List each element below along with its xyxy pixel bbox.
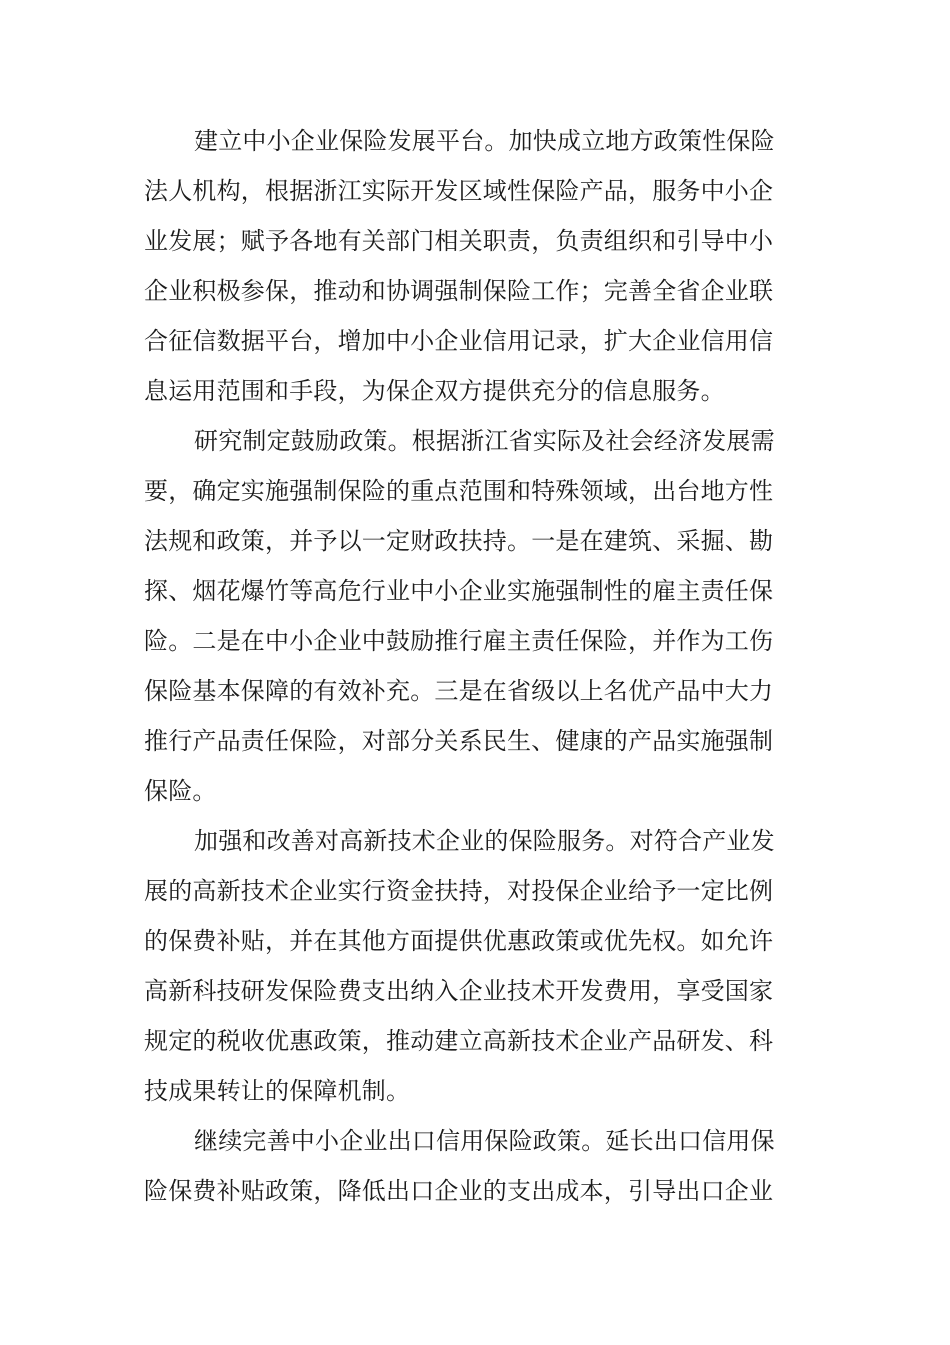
paragraph-line: 技成果转让的保障机制。 xyxy=(144,1077,411,1105)
paragraph-line: 研究制定鼓励政策。根据浙江省实际及社会经济发展需 xyxy=(194,427,775,455)
paragraph-line: 合征信数据平台，增加中小企业信用记录，扩大企业信用信 xyxy=(144,327,774,355)
paragraph-high-tech xyxy=(144,816,775,1116)
paragraph-line: 业发展；赋予各地有关部门相关职责，负责组织和引导中小 xyxy=(144,227,774,255)
paragraph-line: 息运用范围和手段，为保企双方提供充分的信息服务。 xyxy=(144,377,725,405)
paragraph-line: 加强和改善对高新技术企业的保险服务。对符合产业发 xyxy=(194,827,775,855)
paragraph-line: 法规和政策，并予以一定财政扶持。一是在建筑、采掘、勘 xyxy=(144,527,774,555)
paragraph-line: 展的高新技术企业实行资金扶持，对投保企业给予一定比例 xyxy=(144,877,774,905)
paragraph-line: 推行产品责任保险，对部分关系民生、健康的产品实施强制 xyxy=(144,727,774,755)
paragraph-line: 保险基本保障的有效补充。三是在省级以上名优产品中大力 xyxy=(144,677,774,705)
paragraph-line: 继续完善中小企业出口信用保险政策。延长出口信用保 xyxy=(194,1127,775,1155)
paragraph-line: 险保费补贴政策，降低出口企业的支出成本，引导出口企业 xyxy=(144,1177,774,1205)
paragraph-incentive-policy xyxy=(144,416,775,816)
paragraph-line: 的保费补贴，并在其他方面提供优惠政策或优先权。如允许 xyxy=(144,927,774,955)
paragraph-line: 探、烟花爆竹等高危行业中小企业实施强制性的雇主责任保 xyxy=(144,577,774,605)
paragraph-line: 规定的税收优惠政策，推动建立高新技术企业产品研发、科 xyxy=(144,1027,774,1055)
paragraph-line: 险。二是在中小企业中鼓励推行雇主责任保险，并作为工伤 xyxy=(144,627,774,655)
paragraph-line: 企业积极参保，推动和协调强制保险工作；完善全省企业联 xyxy=(144,277,774,305)
paragraph-line: 建立中小企业保险发展平台。加快成立地方政策性保险 xyxy=(194,127,775,155)
paragraph-line: 保险。 xyxy=(144,777,217,805)
paragraph-line: 高新科技研发保险费支出纳入企业技术开发费用，享受国家 xyxy=(144,977,774,1005)
paragraph-platform xyxy=(144,116,775,416)
paragraph-export-credit xyxy=(144,1116,775,1216)
paragraph-line: 法人机构，根据浙江实际开发区域性保险产品，服务中小企 xyxy=(144,177,774,205)
document-body xyxy=(144,116,775,1216)
paragraph-line: 要，确定实施强制保险的重点范围和特殊领域，出台地方性 xyxy=(144,477,774,505)
